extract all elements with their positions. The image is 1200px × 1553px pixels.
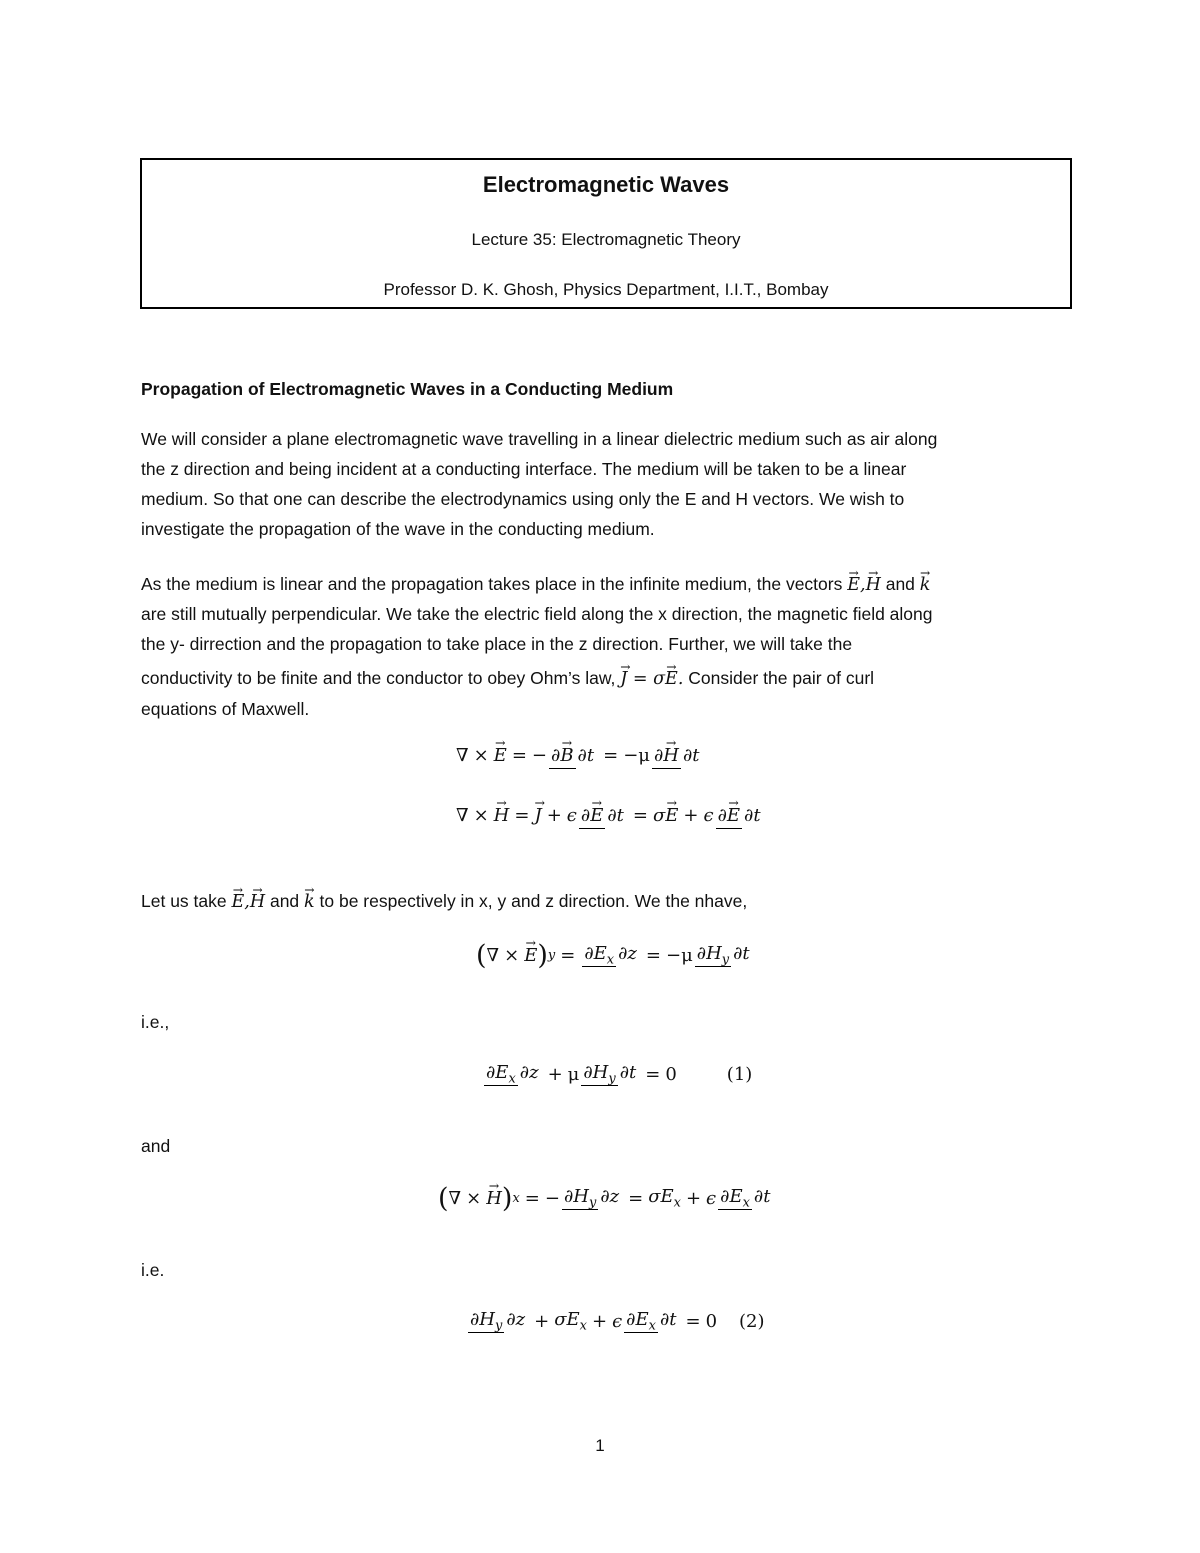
let-us-take-line <box>141 893 747 912</box>
document-title: Electromagnetic Waves <box>482 172 730 197</box>
equation-1: $\partial E_x$ ∂z + μ $\partial H_y$ ∂t = 0 (1) <box>486 1062 753 1087</box>
title-box <box>140 158 1072 309</box>
paragraph2-line4-suffix: Consider the pair of curl <box>683 668 875 688</box>
let-us-vector-k: → k <box>304 894 315 912</box>
equation-2-number: (2) <box>739 1310 765 1332</box>
let-us-and: and <box>265 891 305 911</box>
equation-1-number: (1) <box>726 1063 753 1085</box>
curl-h-x-component-equation: ( ∇ × → H ) x = − $\partial H_y$ ∂z = $\sigma E_x$ + ϵ $\partial E_x$ ∂t <box>438 1185 774 1212</box>
lecture-subtitle: Lecture 35: Electromagnetic Theory <box>471 230 741 249</box>
page-number: 1 <box>595 1436 605 1455</box>
paragraph2-and: and <box>880 574 920 594</box>
paragraph1-line4: investigate the propagation of the wave in the conducting medium. <box>141 519 655 539</box>
let-us-suffix: to be respectively in x, y and z direction. We the nhave, <box>314 891 748 911</box>
and-label: and <box>141 1136 171 1156</box>
vector-k: → k <box>920 577 931 595</box>
paragraph2-line2: are still mutually perpendicular. We take the electric field along the x direction, the magnetic field along <box>141 604 933 624</box>
ie-label-2: i.e. <box>141 1260 165 1280</box>
author-line: Professor D. K. Ghosh, Physics Department, I.I.T., Bombay <box>383 280 829 299</box>
curl-e-y-component-equation: ( ∇ × → E ) y = $\partial E_x$ ∂z = −μ $\partial H_y$ ∂t <box>476 942 754 969</box>
let-us-vectors-e-h: → E,→ H <box>231 892 265 912</box>
paragraph1-line3: medium. So that one can describe the electrodynamics using only the E and H vectors. We wish to <box>141 489 905 509</box>
maxwell-curl-h-equation: ∇ × → H = → J + ϵ ∂→ E ∂t = σ → E + ϵ ∂→ E ∂t <box>456 805 765 826</box>
paragraph2-line1-text: As the medium is linear and the propagation takes place in the infinite medium, the vectors <box>141 574 848 594</box>
vectors-e-h: → E,→ H <box>847 575 881 595</box>
ohms-law-formula: → J = σ→ E. <box>620 669 683 689</box>
ie-label-1: i.e., <box>141 1012 170 1032</box>
paragraph2-line4-text: conductivity to be finite and the conductor to obey Ohm’s law, <box>141 668 621 688</box>
paragraph2-line5: equations of Maxwell. <box>141 699 310 719</box>
let-us-prefix: Let us take <box>141 891 232 911</box>
paragraph2-line1 <box>141 576 930 595</box>
maxwell-curl-e-equation: ∇ × → E = − ∂→ B ∂t = −μ ∂→ H ∂t <box>456 745 704 766</box>
paragraph1-line2: the z direction and being incident at a conducting interface. The medium will be taken to be a linear <box>141 459 907 479</box>
paragraph2-line4 <box>141 670 874 689</box>
equation-2: $\partial H_y$ ∂z + $\sigma E_x$ + ϵ $\partial E_x$ ∂t = 0 (2) <box>470 1309 765 1334</box>
paragraph2-line3: the y- dirrection and the propagation to take place in the z direction. Further, we will take the <box>141 634 853 654</box>
section-heading: Propagation of Electromagnetic Waves in a Conducting Medium <box>141 379 674 399</box>
paragraph1-line1: We will consider a plane electromagnetic wave travelling in a linear dielectric medium such as air along <box>141 429 938 449</box>
